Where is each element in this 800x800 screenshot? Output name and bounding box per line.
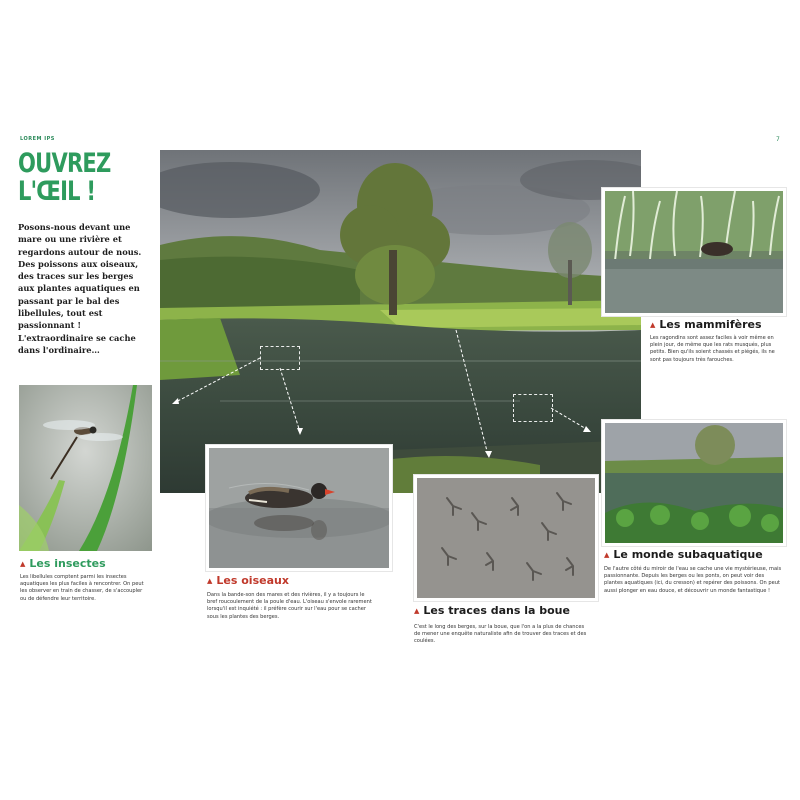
- moorhen-photo: [206, 445, 392, 571]
- triangle-bullet-icon: ▲: [604, 551, 610, 559]
- heading-insectes: ▲ Les insectes: [20, 557, 106, 570]
- heading-oiseaux: ▲ Les oiseaux: [207, 574, 289, 587]
- heading-traces: ▲ Les traces dans la boue: [414, 604, 570, 617]
- dragonfly-photo: [19, 385, 152, 551]
- triangle-bullet-icon: ▲: [207, 577, 213, 585]
- underwater-photo: [602, 420, 786, 546]
- underwater-illustration: [605, 423, 783, 543]
- body-mammiferes: Les ragondins sont assez faciles à voir même en plein jour, de même que les rats musqués, plus petits. Bien qu'ils soient chassés et piégés, ils ne sont pas toujours très farouches.: [650, 335, 775, 363]
- mammal-illustration: [605, 191, 783, 313]
- body-traces: C'est le long des berges, sur la boue, que l'on a la plus de chances de mener une enquête naturaliste afin de trouver des traces et des coulées.: [414, 624, 587, 645]
- triangle-bullet-icon: ▲: [20, 560, 26, 568]
- page-title: [18, 150, 135, 206]
- title-line-1: OUVREZ: [18, 148, 111, 179]
- triangle-bullet-icon: ▲: [414, 607, 420, 615]
- heading-subaquatique: ▲ Le monde subaquatique: [604, 548, 763, 561]
- body-subaquatique: De l'autre côté du miroir de l'eau se cache une vie mystérieuse, mais passionnante. Depuis les berges ou les ponts, on peut voir des plantes aquatiques (ici, du cresson) et repérer des poissons. On peut aussi plonger en eau douce, et découvrir un monde fantastique !: [604, 566, 782, 594]
- moorhen-illustration: [209, 448, 389, 568]
- page-code: LOREM IPS: [20, 136, 55, 142]
- heading-mammiferes: ▲ Les mammifères: [650, 318, 762, 331]
- title-line-2: L'ŒIL !: [18, 176, 96, 207]
- mud-tracks-illustration: [417, 478, 595, 598]
- body-oiseaux: Dans la bande-son des mares et des rivières, il y a toujours le bref roucoulement de la poule d'eau. L'oiseau s'envole rarement lorsqu'il est inquiété : il préfère courir sur l'eau pour se cacher sous les plantes des berges.: [207, 592, 372, 620]
- triangle-bullet-icon: ▲: [650, 321, 656, 329]
- mud-tracks-photo: [414, 475, 598, 601]
- intro-paragraph: Posons-nous devant une mare ou une rivière et regardons autour de nous. Des poissons aux oiseaux, des traces sur les berges aux plantes aquatiques en passant par le bal des libellules, tout est passionnant ! L'extraordinaire se cache dans l'ordinaire…: [18, 222, 142, 355]
- page-number: 7: [776, 136, 780, 143]
- dragonfly-illustration: [19, 385, 152, 551]
- mammal-photo: [602, 188, 786, 316]
- body-insectes: Les libellules comptent parmi les insectes aquatiques les plus faciles à rencontrer. On peut les observer en train de chasser, de s'accoupler ou de défendre leur territoire.: [20, 574, 144, 602]
- pointer-arrows: [160, 150, 641, 493]
